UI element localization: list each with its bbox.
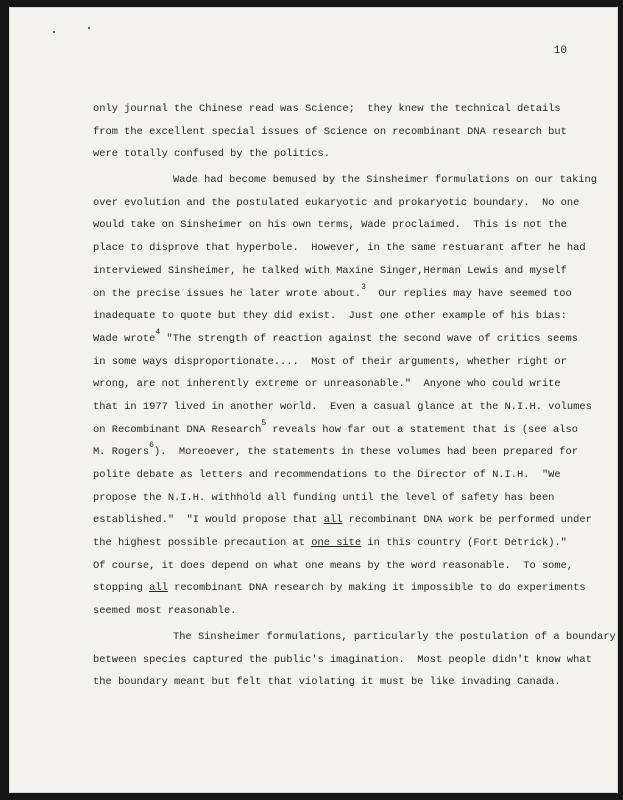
text-segment: on Recombinant DNA Research: [93, 423, 262, 436]
text-line: between species captured the public's imagination. Most people didn't know what: [93, 653, 592, 666]
text-line: would take on Sinsheimer on his own terms, Wade proclaimed. This is not the: [93, 219, 567, 232]
text-line: Of course, it does depend on what one means by the word reasonable. To some,: [93, 559, 574, 572]
text-segment: reveals how far out a statement that is (see also: [266, 423, 578, 436]
underlined-text: all: [323, 514, 343, 527]
text-segment: stopping: [93, 582, 150, 595]
text-segment: Wade wrote: [93, 332, 156, 345]
text-segment: ). Moreoever, the statements in these volumes had been prepared for: [153, 446, 578, 459]
text-line: were totally confused by the politics.: [93, 148, 330, 161]
body-text: [93, 98, 616, 694]
text-line: the boundary meant but felt that violating it must be like invading Canada.: [93, 676, 561, 689]
text-line: propose the N.I.H. withhold all funding until the level of safety has been: [93, 491, 555, 504]
text-line: [93, 532, 603, 555]
text-segment: "The strength of reaction against the second wave of critics seems: [160, 332, 578, 345]
page-number: 10: [553, 45, 567, 57]
text-line: over evolution and the postulated eukaryotic and prokaryotic boundary. No one: [93, 196, 580, 209]
text-line: [93, 328, 603, 351]
speck-mark: [88, 27, 90, 29]
text-line: The Sinsheimer formulations, particularly the postulation of a boundary: [173, 630, 616, 643]
footnote-marker: 4: [155, 327, 161, 337]
text-line: that in 1977 lived in another world. Even a casual glance at the N.I.H. volumes: [93, 400, 592, 413]
text-line: [93, 441, 603, 464]
text-line: [93, 577, 603, 600]
text-line: place to disprove that hyperbole. However, in the same restuarant after he had: [93, 242, 586, 255]
text-segment: established." "I would propose that: [93, 514, 324, 527]
text-segment: recombinant DNA work be performed under: [342, 514, 592, 527]
text-line: polite debate as letters and recommendations to the Director of N.I.H. "We: [93, 469, 561, 481]
speck-mark: [53, 31, 55, 33]
underlined-text: one site: [311, 537, 362, 550]
footnote-marker: 3: [361, 282, 366, 292]
text-line: only journal the Chinese read was Science; they knew the technical details: [93, 103, 561, 115]
footnote-marker: 6: [149, 441, 154, 451]
text-line: in some ways disproportionate.... Most of their arguments, whether right or: [93, 355, 567, 368]
text-segment: Our replies may have seemed too: [365, 287, 572, 300]
text-line: [93, 419, 603, 442]
text-segment: on the precise issues he later wrote about.: [93, 287, 362, 300]
underlined-text: all: [149, 582, 168, 595]
text-line: seemed most reasonable.: [93, 605, 237, 618]
text-line: interviewed Sinsheimer, he talked with Maxine Singer,Herman Lewis and myself: [93, 264, 567, 277]
text-line: from the excellent special issues of Science on recombinant DNA research but: [93, 125, 567, 138]
text-segment: recombinant DNA research by making it impossible to do experiments: [167, 582, 586, 595]
document-page: [9, 7, 618, 793]
footnote-marker: 5: [261, 418, 267, 428]
text-line: Wade had become bemused by the Sinsheimer formulations on our taking: [173, 174, 598, 187]
text-line: wrong, are not inherently extreme or unreasonable." Anyone who could write: [93, 378, 561, 391]
text-segment: M. Rogers: [93, 446, 150, 459]
text-segment: in this country (Fort Detrick).": [361, 537, 567, 550]
text-line: [93, 283, 603, 306]
text-line: inadequate to quote but they did exist. Just one other example of his bias:: [93, 310, 567, 323]
text-line: [93, 509, 603, 532]
text-segment: the highest possible precaution at: [93, 537, 312, 550]
